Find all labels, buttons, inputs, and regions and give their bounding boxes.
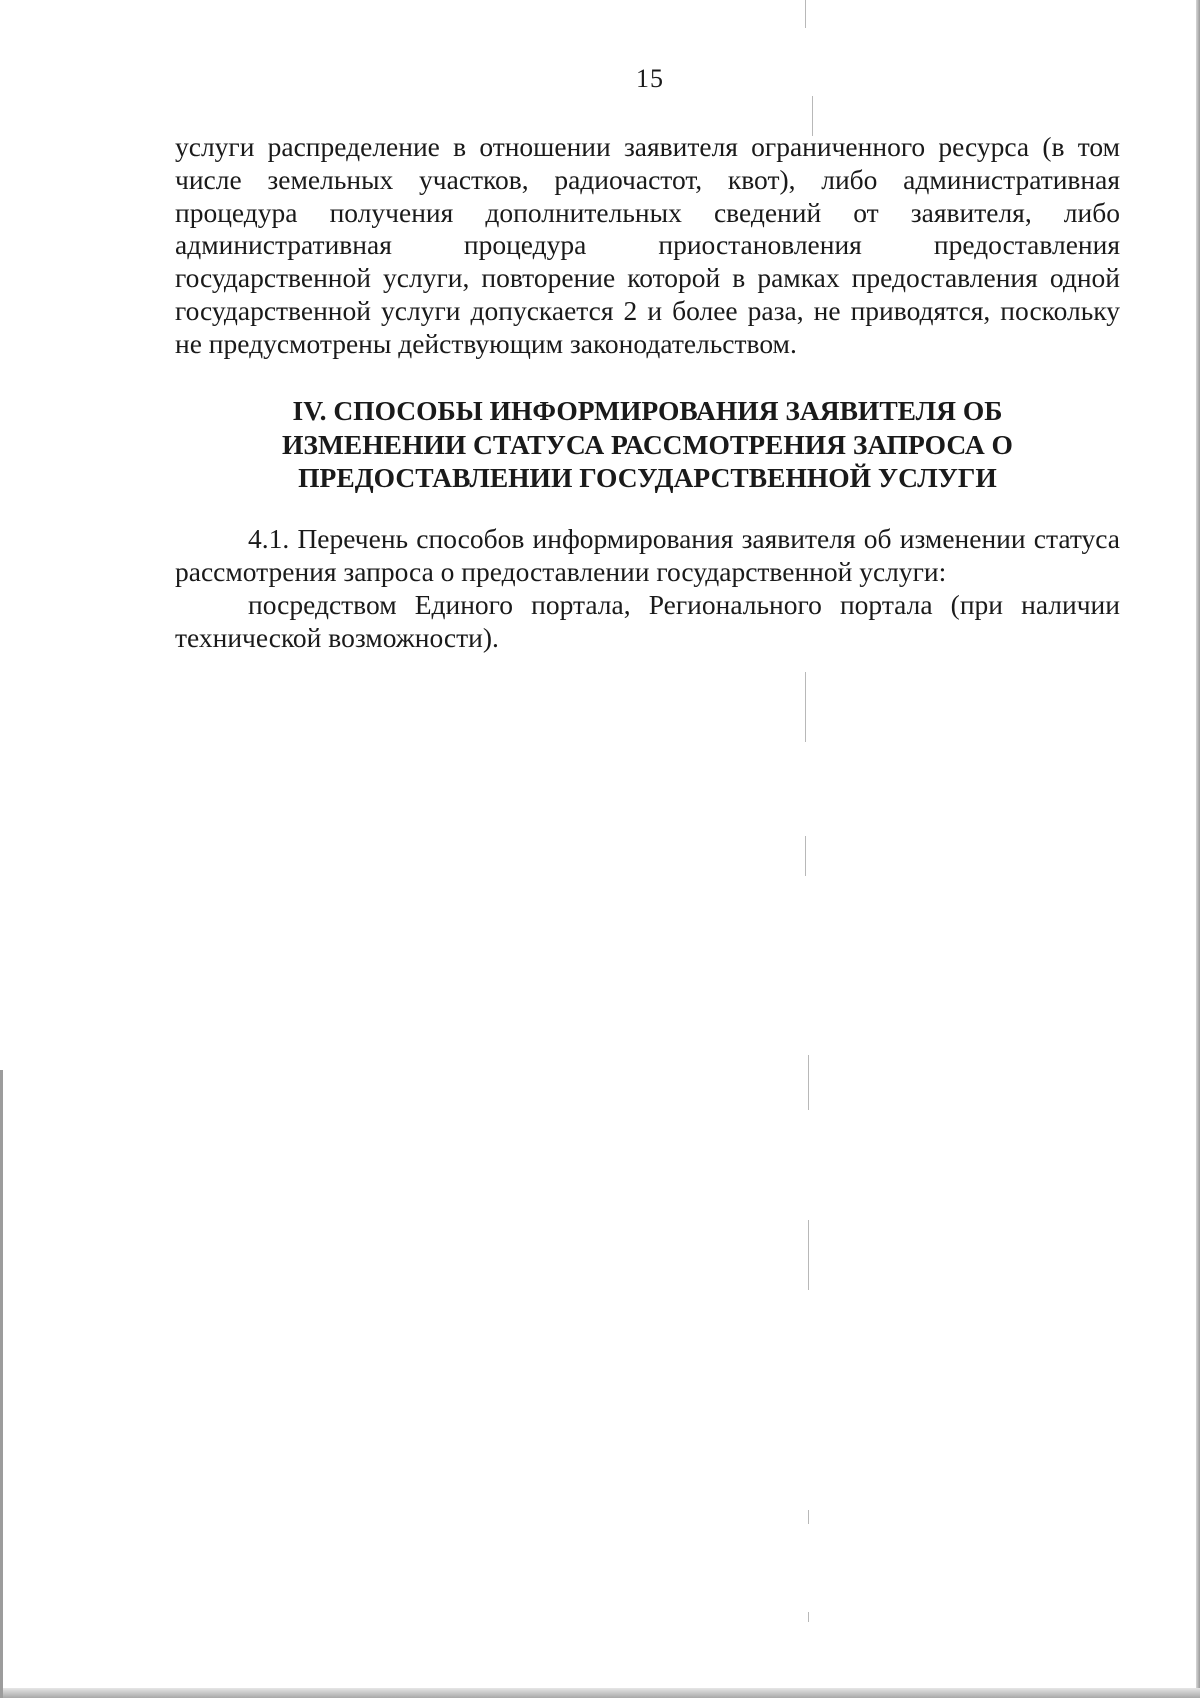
scan-edge-left bbox=[0, 1070, 3, 1698]
paragraph-continuation: услуги распределение в отношении заявителя ограниченного ресурса (в том числе земельных участков, радиочастот, квот), либо административная процедура получения дополнительных сведений от заявителя, либо административная процедура приостановления предоставления государственной услуги, повторение которой в рамках предоставления одной государственной услуги допускается 2 и более раза, не приводятся, поскольку не предусмотрены действующим законодательством. bbox=[175, 131, 1120, 359]
scan-fold-line bbox=[812, 96, 813, 136]
scan-fold-line bbox=[808, 1612, 809, 1622]
scan-fold-line bbox=[805, 836, 806, 876]
section-heading-line: ИЗМЕНЕНИИ СТАТУСА РАССМОТРЕНИЯ ЗАПРОСА О bbox=[282, 428, 1013, 460]
scan-fold-line bbox=[808, 1055, 809, 1110]
section-heading bbox=[175, 394, 1120, 495]
page-number: 15 bbox=[636, 64, 664, 93]
scan-fold-line bbox=[805, 0, 806, 28]
scan-fold-line bbox=[808, 1220, 809, 1290]
scan-edge-right bbox=[1196, 0, 1200, 1698]
paragraph-4-1: 4.1. Перечень способов информирования заявителя об изменении статуса рассмотрения запроса о предоставлении государственной услуги: bbox=[175, 523, 1120, 587]
scan-fold-line bbox=[805, 672, 806, 742]
scan-fold-line bbox=[808, 1510, 809, 1524]
section-heading-line: IV. СПОСОБЫ ИНФОРМИРОВАНИЯ ЗАЯВИТЕЛЯ ОБ bbox=[292, 395, 1003, 426]
paragraph-methods: посредством Единого портала, Регионального портала (при наличии технической возможности). bbox=[175, 589, 1120, 653]
section-heading-line: ПРЕДОСТАВЛЕНИИ ГОСУДАРСТВЕННОЙ УСЛУГИ bbox=[298, 462, 997, 493]
scan-edge-bottom bbox=[0, 1688, 1200, 1698]
